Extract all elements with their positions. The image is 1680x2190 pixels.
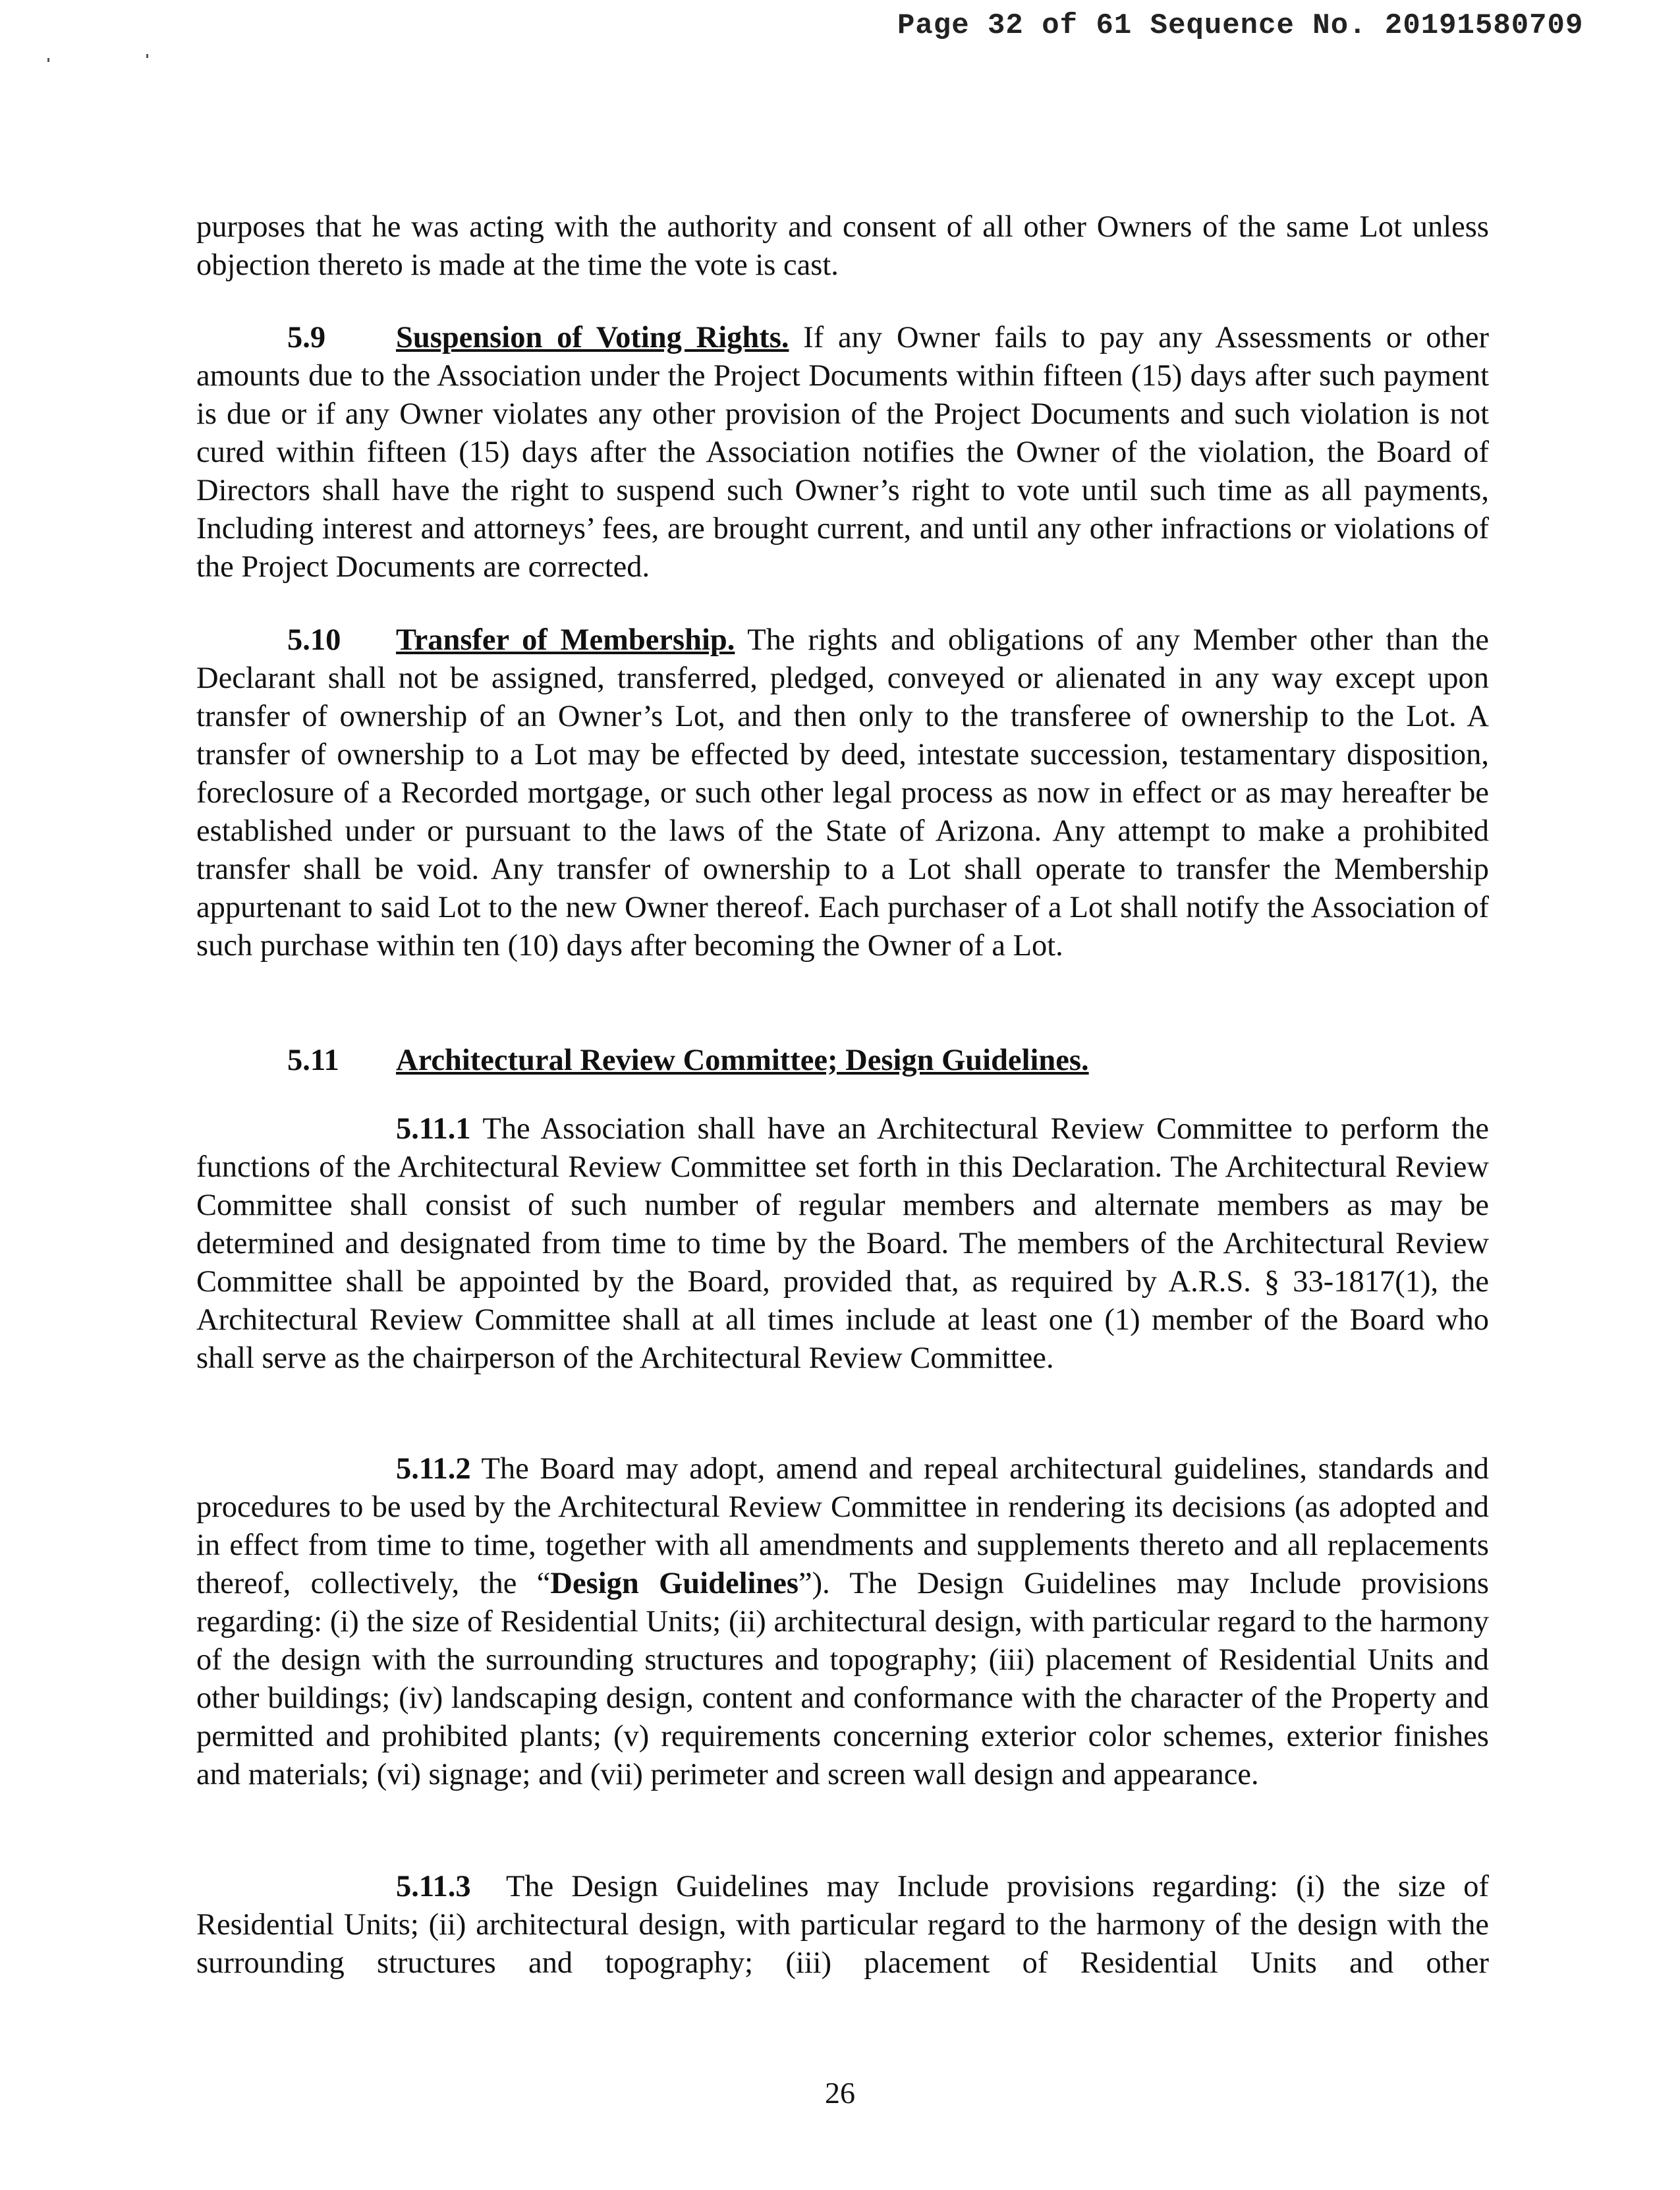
section-text: The Design Guidelines may Include provisions regarding: (i) the size of Residential Units; (ii) architectural design, with particular regard to the harmony of the design with the surrounding structures and topography; (iii) placement of Residential Units and other bbox=[196, 1870, 1489, 1980]
section-5-9 bbox=[196, 319, 1489, 586]
section-5-10 bbox=[196, 621, 1489, 965]
section-text: The Board may adopt, amend and repeal architectural guidelines, standards and procedures to be used by the Architectural Review Committee in rendering its decisions (as adopted and in effect from time to time, together with all amendments and supplements thereto and all replacements thereof, collectively, the “ bbox=[196, 1452, 1489, 1600]
section-5-11-1 bbox=[196, 1110, 1489, 1378]
section-number: 5.11.1 bbox=[396, 1112, 471, 1146]
section-title: Suspension of Voting Rights. bbox=[396, 321, 789, 354]
section-title: Transfer of Membership. bbox=[396, 623, 735, 657]
section-text: If any Owner fails to pay any Assessments or other amounts due to the Association under the Project Documents within fifteen (15) days after such payment is due or if any Owner violates any other provision of the Project Documents and such violation is not cured within fifteen (15) days after the Association notifies the Owner of the violation, the Board of Directors shall have the right to suspend such Owner’s right to vote until such time as all payments, Including interest and attorneys’ fees, are brought current, and until any other infractions or violations of the Project Documents are corrected. bbox=[196, 321, 1489, 584]
recording-stamp: Page 32 of 61 Sequence No. 20191580709 bbox=[897, 9, 1584, 42]
section-text: The rights and obligations of any Member other than the Declarant shall not be assigned, transferred, pledged, conveyed or alienated in any way except upon transfer of ownership of an Owner’s Lot, and then only to the transferee of ownership to the Lot. A transfer of ownership to a Lot may be effected by deed, intestate succession, testamentary disposition, foreclosure of a Recorded mortgage, or such other legal process as now in effect or as may hereafter be established under or pursuant to the laws of the State of Arizona. Any attempt to make a prohibited transfer shall be void. Any transfer of ownership to a Lot shall operate to transfer the Membership appurtenant to said Lot to the new Owner thereof. Each purchaser of a Lot shall notify the Association of such purchase within ten (10) days after becoming the Owner of a Lot. bbox=[196, 623, 1489, 963]
section-5-11-3 bbox=[196, 1868, 1489, 1982]
continued-paragraph: purposes that he was acting with the authority and consent of all other Owners of the same Lot unless objection thereto is made at the time the vote is cast. bbox=[196, 210, 1489, 282]
section-title: Architectural Review Committee; Design Guidelines. bbox=[396, 1044, 1089, 1077]
page-number: 26 bbox=[825, 2076, 855, 2110]
section-number: 5.11.2 bbox=[396, 1452, 471, 1486]
section-text: The Association shall have an Architectural Review Committee to perform the functions of the Architectural Review Committee set forth in this Declaration. The Architectural Review Committee shall consist of such number of regular members and alternate members as may be determined and designated from time to time by the Board. The members of the Architectural Review Committee shall be appointed by the Board, provided that, as required by A.R.S. § 33-1817(1), the Architectural Review Committee shall at all times include at least one (1) member of the Board who shall serve as the chairperson of the Architectural Review Committee. bbox=[196, 1112, 1489, 1375]
defined-term: Design Guidelines bbox=[550, 1567, 799, 1600]
section-number: 5.11 bbox=[287, 1044, 339, 1077]
section-5-11-2 bbox=[196, 1450, 1489, 1794]
section-number: 5.10 bbox=[287, 623, 341, 657]
section-text: ”). The Design Guidelines may Include provisions regarding: (i) the size of Residential Units; (ii) architectural design, with particular regard to the harmony of the design with the surrounding structures and topography; (iii) placement of Residential Units and other buildings; (iv) landscaping design, content and conformance with the character of the Property and permitted and prohibited plants; (v) requirements concerning exterior color schemes, exterior finishes and materials; (vi) signage; and (vii) perimeter and screen wall design and appearance. bbox=[196, 1567, 1490, 1791]
section-5-11 bbox=[196, 1042, 1489, 1080]
scan-speck bbox=[47, 58, 49, 62]
section-number: 5.11.3 bbox=[396, 1870, 471, 1903]
section-number: 5.9 bbox=[287, 321, 326, 354]
scan-speck bbox=[146, 54, 148, 58]
